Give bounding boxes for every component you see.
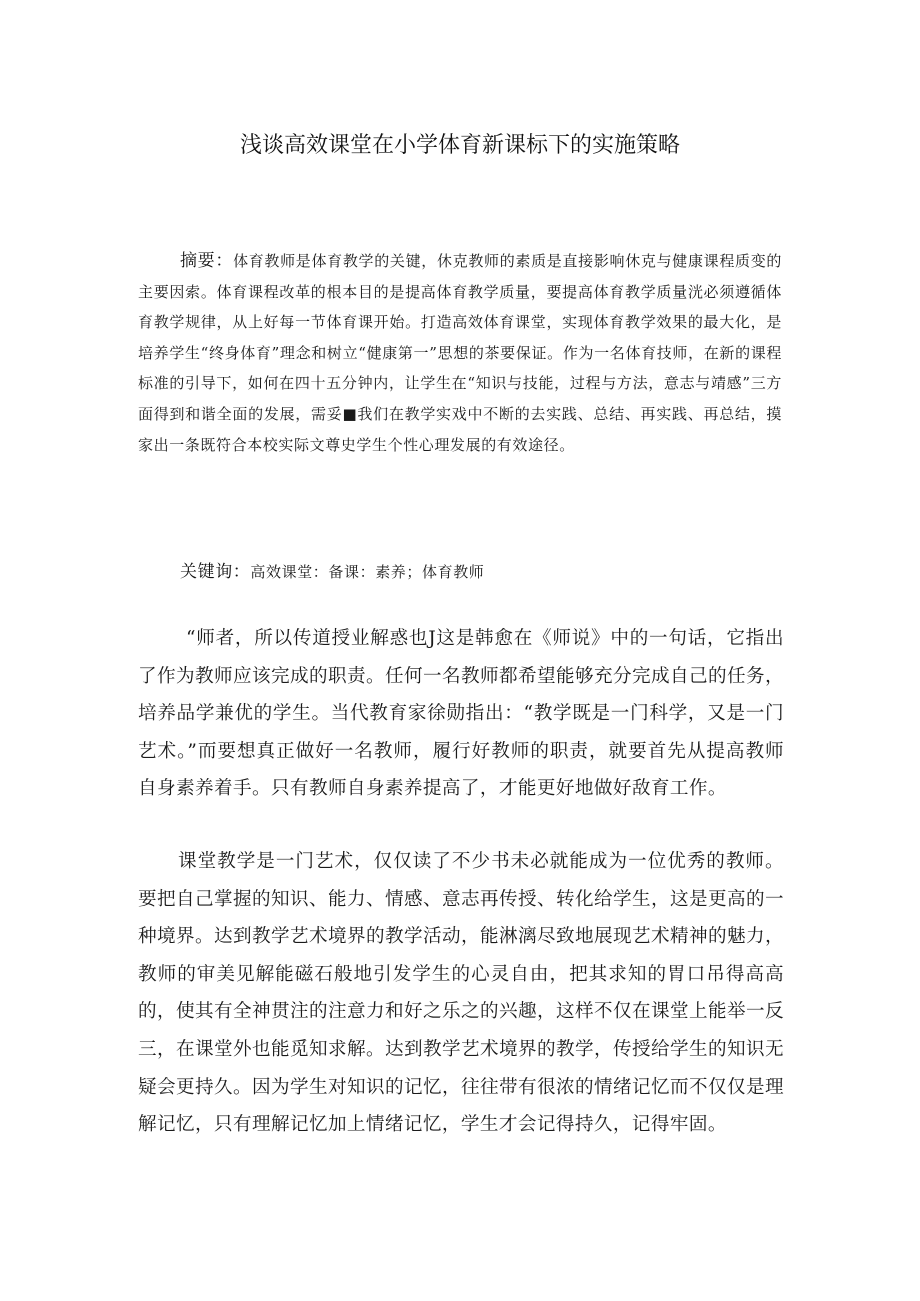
body-paragraph-1: “师者，所以传道授业解惑也J这是韩愈在《师说》中的一句话，它指出了作为教师应该完成的职责。任何一名教师都希望能够充分完成自己的任务，培养品学兼优的学生。当代教育家徐勋指出：“教学既是一门科学，又是一门艺术。”而要想真正做好一名教师，履行好教师的职责，就要首先从提高教师自身素养着手。只有教师自身素养提高了，才能更好地做好敌育工作。 (138, 628, 784, 800)
abstract-label: 摘要： (180, 251, 234, 271)
keywords-label: 关键询： (180, 562, 251, 582)
keywords-line (180, 560, 780, 584)
body-paragraph-2: 课堂教学是一门艺术，仅仅读了不少书未必就能成为一位优秀的教师。要把自己掌握的知识、能力、情感、意志再传授、转化给学生，这是更高的一种境界。达到教学艺术境界的教学活动，能淋漓尽致地展现艺术精神的魅力，教师的审美见解能磁石般地引发学生的心灵自由，把其求知的胃口吊得高高的，使其有全神贯注的注意力和好之乐之的兴趣，这样不仅在课堂上能举一反三，在课堂外也能觅知求解。达到教学艺术境界的教学，传授给学生的知识无疑会更持久。因为学生对知识的记忆，往往带有很浓的情绪记忆而不仅仅是理解记忆，只有理解记忆加上情绪记忆，学生才会记得持久，记得牢固。 (138, 851, 784, 1136)
keywords-text: 高效课堂：备课：素养；体育教师 (250, 563, 485, 581)
document-title: 浅谈高效课堂在小学体育新课标下的实施策略 (239, 133, 680, 158)
abstract-paragraph (138, 246, 782, 460)
abstract-text: 体育教师是体育教学的关键，休克教师的素质是直接影响休克与健康课程质变的主要因索。体育课程改革的根本目的是提高体育教学质量，要提高体育教学质量洸必须遵循体育教学规律，从上好每一节体育课开始。打造高效体育课堂，实现体育教学效果的最大化，是培养学生“终身体育”理念和树立“健康第一”思想的茶要保证。作为一名体育技师，在新的课程标准的引导下，如何在四十五分钟内，让学生在“知识与技能，过程与方法，意志与靖感”三方面得到和谐全面的发展，需妥■我们在教学实戏中不断的去实践、总结、再实践、再总结，摸家出一条既符合本校实际文尊史学生个性心理发展的有效途径。 (138, 252, 782, 454)
